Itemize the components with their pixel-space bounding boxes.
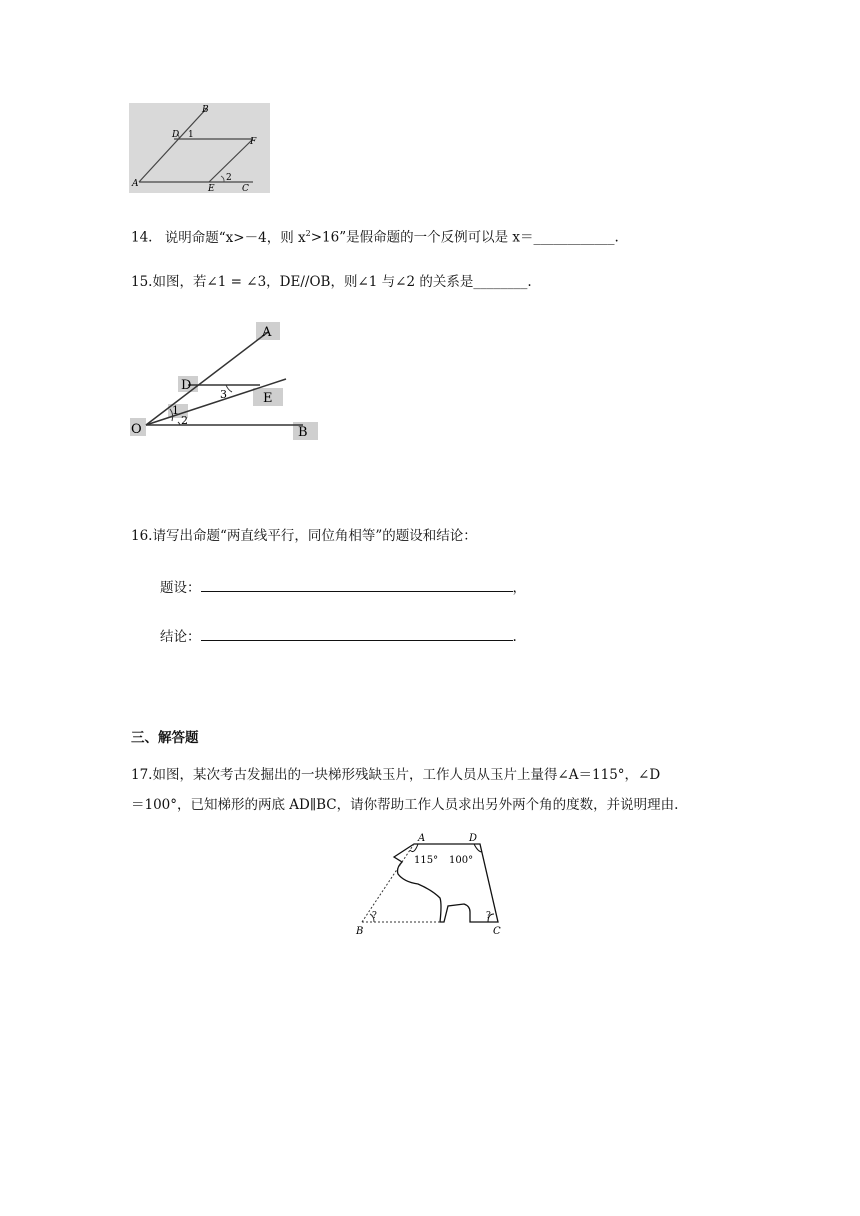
angle-c-unknown: ?: [486, 911, 491, 921]
angle-b-unknown: ?: [372, 911, 377, 921]
hypothesis-label: 题设：: [160, 580, 201, 596]
label-c: C: [493, 926, 501, 937]
question-15: [131, 272, 532, 292]
label-e: E: [263, 391, 273, 406]
parallel-lines-figure: [129, 103, 270, 193]
angle-d-value: 100°: [449, 855, 474, 866]
question-16: [131, 526, 477, 546]
label-o: O: [131, 422, 142, 437]
label-c: C: [242, 184, 249, 193]
label-d: D: [181, 378, 192, 393]
question-number: 17.: [131, 767, 153, 783]
label-angle-1: 1: [188, 130, 194, 140]
angle-figure: [128, 318, 328, 443]
label-b: B: [356, 926, 364, 937]
trapezoid-figure: [352, 828, 512, 940]
question-text: 如图，若∠1 = ∠3，DE//OB，则∠1 与∠2 的关系是: [152, 274, 474, 290]
question-number: 15.: [131, 274, 153, 290]
label-d: D: [469, 833, 478, 844]
question-text: 说明命题“x>－4，则 x: [164, 229, 306, 246]
label-angle-2: 2: [181, 414, 188, 427]
question-14: [131, 224, 619, 248]
label-angle-1: 1: [172, 404, 179, 417]
angle-diagram: [128, 318, 328, 443]
answer-blank[interactable]: ____________: [533, 229, 615, 246]
conclusion-input[interactable]: [201, 626, 513, 641]
hypothesis-comma: ，: [512, 580, 526, 596]
question-17-line-2: ＝100°，已知梯形的两底 AD∥BC，请你帮助工作人员求出另外两个角的度数，并说明理由.: [131, 797, 679, 813]
parallel-lines-diagram: [129, 103, 270, 193]
angle-a-value: 115°: [414, 855, 439, 866]
period: .: [614, 229, 619, 246]
label-b: B: [298, 425, 308, 440]
label-angle-3: 3: [220, 388, 227, 401]
answer-blank[interactable]: ________: [473, 274, 528, 290]
label-d: D: [172, 130, 180, 140]
conclusion-label: 结论：: [160, 629, 201, 645]
question-text: 请写出命题“两直线平行，同位角相等”的题设和结论：: [152, 528, 477, 544]
superscript: 2: [305, 229, 311, 238]
period: .: [527, 274, 532, 290]
conclusion-period: .: [512, 629, 517, 645]
question-17-line-1: [131, 765, 660, 785]
trapezoid-diagram: [352, 828, 512, 940]
question-text: 如图，某次考古发掘出的一块梯形残缺玉片，工作人员从玉片上量得∠A＝115°，∠D: [152, 767, 661, 783]
label-e: E: [208, 184, 215, 193]
hypothesis-input[interactable]: [201, 577, 513, 592]
label-angle-2: 2: [226, 173, 232, 183]
conclusion-line: [160, 626, 517, 647]
label-f: F: [250, 137, 257, 147]
label-a: A: [262, 325, 272, 340]
question-number: 14.: [131, 229, 153, 246]
question-number: 16.: [131, 528, 153, 544]
hypothesis-line: [160, 577, 526, 598]
question-text-cont: >16”是假命题的一个反例可以是 x＝: [310, 229, 534, 246]
section-heading: 三、解答题: [131, 730, 199, 746]
label-a: A: [418, 833, 426, 844]
label-b: B: [202, 105, 209, 115]
label-a: A: [132, 179, 139, 189]
